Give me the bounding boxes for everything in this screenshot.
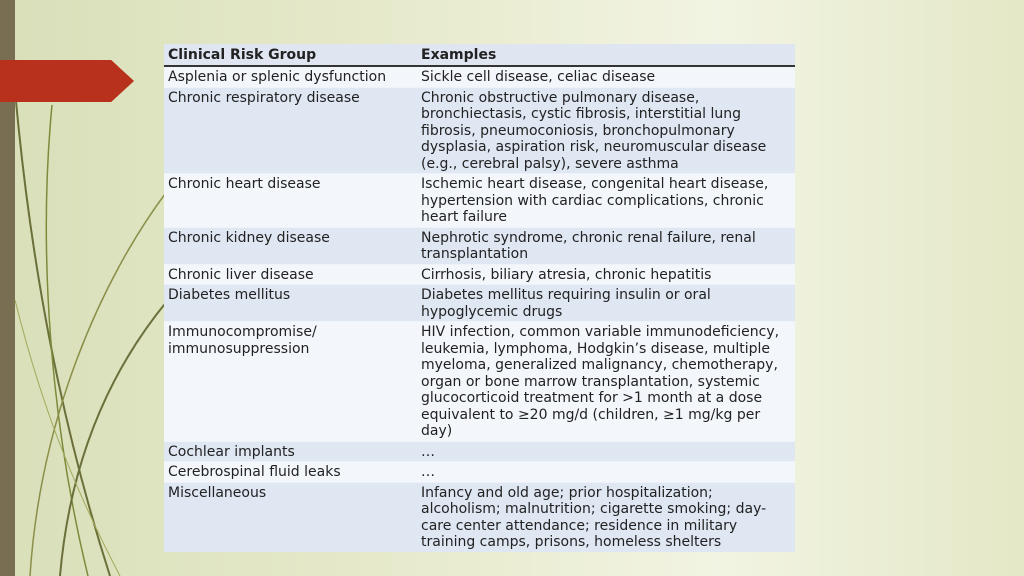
decor-curve — [15, 300, 120, 576]
risk-group-table — [164, 44, 795, 552]
table-row — [164, 482, 795, 552]
decor-curve — [60, 300, 168, 576]
examples-cell: Sickle cell disease, celiac disease — [415, 66, 795, 87]
table-header-row — [164, 44, 795, 66]
table-row — [164, 174, 795, 228]
table-row — [164, 322, 795, 442]
risk-group-cell: Cochlear implants — [164, 441, 415, 462]
risk-group-cell: Cerebrospinal fluid leaks — [164, 462, 415, 483]
examples-cell: … — [415, 441, 795, 462]
examples-cell: Nephrotic syndrome, chronic renal failure, renal transplantation — [415, 227, 795, 264]
column-header-examples: Examples — [415, 44, 795, 66]
examples-cell: Diabetes mellitus requiring insulin or oral hypoglycemic drugs — [415, 285, 795, 322]
red-arrow-marker — [0, 60, 134, 102]
examples-cell: … — [415, 462, 795, 483]
table-row — [164, 441, 795, 462]
decor-curve — [46, 105, 88, 576]
risk-group-cell: Immunocompromise/ immunosuppression — [164, 322, 415, 442]
table-row — [164, 285, 795, 322]
examples-cell: Cirrhosis, biliary atresia, chronic hepatitis — [415, 264, 795, 285]
examples-cell: Infancy and old age; prior hospitalization; alcoholism; malnutrition; cigarette smoking; day-care center attendance; residence in military training camps, prisons, homeless shelters — [415, 482, 795, 552]
risk-group-cell: Miscellaneous — [164, 482, 415, 552]
table-row — [164, 87, 795, 174]
risk-group-cell: Chronic respiratory disease — [164, 87, 415, 174]
risk-group-cell: Chronic liver disease — [164, 264, 415, 285]
examples-cell: Ischemic heart disease, congenital heart disease, hypertension with cardiac complications, chronic heart failure — [415, 174, 795, 228]
column-header-risk-group: Clinical Risk Group — [164, 44, 415, 66]
risk-group-cell: Chronic kidney disease — [164, 227, 415, 264]
decor-curve — [15, 90, 110, 576]
examples-cell: Chronic obstructive pulmonary disease, bronchiectasis, cystic fibrosis, interstitial lung fibrosis, pneumoconiosis, bronchopulmonary dysplasia, aspiration risk, neuromuscular disease (e.g., cerebral palsy), severe asthma — [415, 87, 795, 174]
risk-group-cell: Chronic heart disease — [164, 174, 415, 228]
decor-curve — [30, 190, 168, 576]
table-row — [164, 66, 795, 87]
table-row — [164, 462, 795, 483]
table-row — [164, 227, 795, 264]
risk-group-cell: Diabetes mellitus — [164, 285, 415, 322]
risk-group-cell: Asplenia or splenic dysfunction — [164, 66, 415, 87]
table-row — [164, 264, 795, 285]
examples-cell: HIV infection, common variable immunodeficiency, leukemia, lymphoma, Hodgkin’s disease, multiple myeloma, generalized malignancy, chemotherapy, organ or bone marrow transplantation, systemic glucocorticoid treatment for >1 month at a dose equivalent to ≥20 mg/d (children, ≥1 mg/kg per day) — [415, 322, 795, 442]
